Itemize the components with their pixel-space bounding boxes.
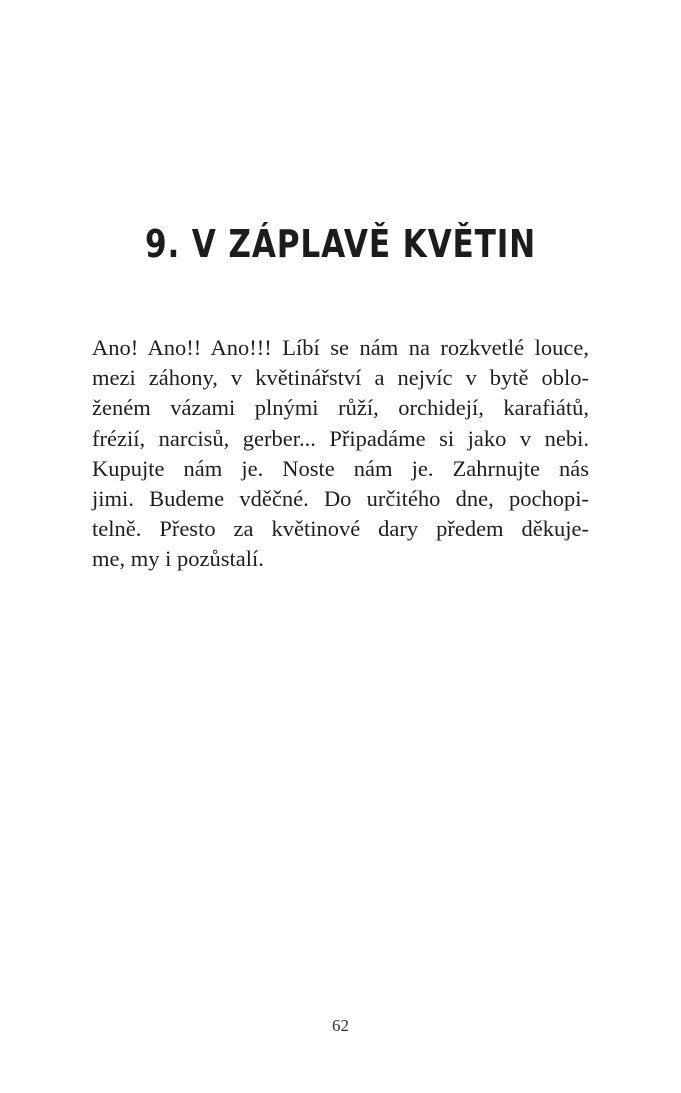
paragraph-line: telně. Přesto za květinové dary předem děkuje- [92,516,589,542]
paragraph-line: me, my i pozůstalí. [92,546,264,572]
paragraph-line: frézií, narcisů, gerber... Připadáme si jako v nebi. [92,425,589,451]
chapter-body-paragraph [92,333,589,575]
paragraph-line: jimi. Budeme vděčné. Do určitého dne, pochopi- [92,486,589,512]
paragraph-line: Ano! Ano!! Ano!!! Líbí se nám na rozkvetlé louce, [92,335,589,360]
page-number: 62 [332,1016,349,1035]
paragraph-line: Kupujte nám je. Noste nám je. Zahrnujte nás [92,455,589,481]
chapter-title: 9. V ZÁPLAVĚ KVĚTIN [144,222,537,266]
paragraph-line: ženém vázami plnými růží, orchidejí, karafiátů, [92,395,589,421]
paragraph-line: mezi záhony, v květinářství a nejvíc v bytě oblo- [92,365,589,391]
